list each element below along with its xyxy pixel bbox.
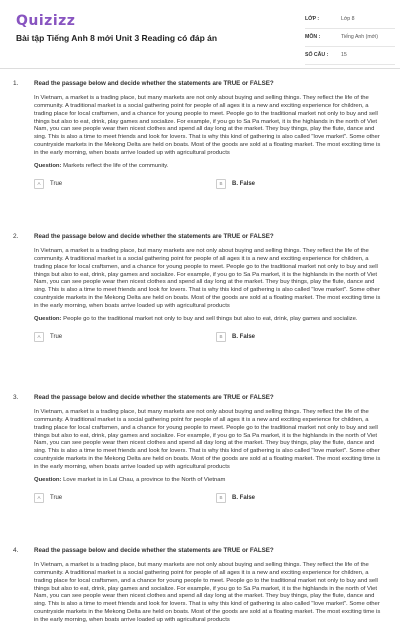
reading-passage: In Vietnam, a market is a trading place, but many markets are not only about buying and selling things. They reflect the life of the community. A traditional market is a social gathering point for people of all ages it is a new and exciting experience for children, a trading place for local craftsmen, and a chance for young people to meet. People go to the traditional market not only to buy and sell things but also to eat, drink, play games and socialize. For example, if you go to Sa Pa market, it is the highlands in the north of Viet Nam, you can see people wear then nicest clothes and spend all day long at the market. They buy things, play the flute, dance and sing. This is also a time to meet friends and look for lovers. That is why this kind of gathering is also called "love market". Some other countryside markets in the Mekong Delta are held on boats. Most of the goods are sold at a floating market. The most exciting time is in the early morning, when boats arrive loaded up with agricultural products bbox=[34, 95, 381, 156]
meta-value: Lớp 8 bbox=[341, 16, 355, 22]
meta-value: Tiếng Anh (mới) bbox=[341, 34, 378, 40]
option-text: True bbox=[50, 180, 63, 187]
question-item bbox=[0, 389, 400, 542]
question-label: Question: bbox=[34, 476, 62, 483]
option-text: B. False bbox=[232, 333, 256, 340]
document-title: Bài tập Tiếng Anh 8 mới Unit 3 Reading có đáp án bbox=[16, 33, 218, 43]
question-label: Question: bbox=[34, 162, 62, 169]
question-item bbox=[0, 228, 400, 389]
option-text: B. False bbox=[232, 180, 256, 187]
page-header bbox=[0, 0, 400, 69]
option-b[interactable] bbox=[216, 332, 255, 342]
option-text: True bbox=[50, 333, 63, 340]
option-a[interactable] bbox=[34, 332, 62, 342]
option-a[interactable] bbox=[34, 179, 62, 189]
meta-key: SỐ CÂU : bbox=[305, 52, 329, 58]
option-b[interactable] bbox=[216, 493, 255, 503]
question-label: Question: bbox=[34, 315, 62, 322]
option-letter-box: B bbox=[216, 332, 226, 342]
option-letter-box: B bbox=[216, 493, 226, 503]
document-meta bbox=[305, 14, 395, 68]
option-a[interactable] bbox=[34, 493, 62, 503]
question-item bbox=[0, 542, 400, 623]
meta-key: MÔN : bbox=[305, 34, 321, 40]
reading-passage: In Vietnam, a market is a trading place, but many markets are not only about buying and selling things. They reflect the life of the community. A traditional market is a social gathering point for people of all ages it is a new and exciting experience for children, a trading place for local craftsmen, and a chance for young people to meet. People go to the traditional market not only to buy and sell things but also to eat, drink, play games and socialize. For example, if you go to Sa Pa market, it is the highlands in the north of Viet Nam, you can see people wear then nicest clothes and spend all day long at the market. They buy things, play the flute, dance and sing. This is also a time to meet friends and look for lovers. That is why this kind of gathering is also called "love market". Some other countryside markets in the Mekong Delta are held on boats. Most of the goods are sold at a floating market. The most exciting time is in the early morning, when boats arrive loaded up with agricultural products bbox=[34, 562, 381, 623]
answer-options bbox=[34, 179, 384, 195]
quizizz-logo[interactable]: Quizizz bbox=[16, 13, 76, 29]
meta-row-count bbox=[305, 50, 395, 65]
option-letter-box: A bbox=[34, 179, 44, 189]
meta-value: 15 bbox=[341, 52, 347, 58]
question-item bbox=[0, 75, 400, 228]
question-instruction: Read the passage below and decide whether the statements are TRUE or FALSE? bbox=[34, 547, 274, 554]
meta-row-grade bbox=[305, 14, 395, 29]
statement-text: Markets reflect the life of the community. bbox=[63, 162, 169, 169]
question-list bbox=[0, 75, 400, 623]
reading-passage: In Vietnam, a market is a trading place, but many markets are not only about buying and selling things. They reflect the life of the community. A traditional market is a social gathering point for people of all ages it is a new and exciting experience for children, a trading place for local craftsmen, and a chance for young people to meet. People go to the traditional market not only to buy and sell things but also to eat, drink, play games and socialize. For example, if you go to Sa Pa market, it is the highlands in the north of Viet Nam, you can see people wear then nicest clothes and spend all day long at the market. They buy things, play the flute, dance and sing. This is also a time to meet friends and look for lovers. That is why this kind of gathering is also called "love market". Some other countryside markets in the Mekong Delta are held on boats. Most of the goods are sold at a floating market. The most exciting time is in the early morning, when boats arrive loaded up with agricultural products bbox=[34, 409, 381, 470]
option-text: True bbox=[50, 494, 63, 501]
question-number: 3. bbox=[13, 394, 19, 401]
answer-options bbox=[34, 332, 384, 348]
question-number: 4. bbox=[13, 547, 19, 554]
option-letter-box: A bbox=[34, 332, 44, 342]
option-letter-box: A bbox=[34, 493, 44, 503]
answer-options bbox=[34, 493, 384, 509]
question-instruction: Read the passage below and decide whether the statements are TRUE or FALSE? bbox=[34, 233, 274, 240]
question-instruction: Read the passage below and decide whether the statements are TRUE or FALSE? bbox=[34, 394, 274, 401]
question-number: 2. bbox=[13, 233, 19, 240]
meta-key: LỚP : bbox=[305, 16, 320, 22]
reading-passage: In Vietnam, a market is a trading place, but many markets are not only about buying and selling things. They reflect the life of the community. A traditional market is a social gathering point for people of all ages it is a new and exciting experience for children, a trading place for local craftsmen, and a chance for young people to meet. People go to the traditional market not only to buy and sell things but also to eat, drink, play games and socialize. For example, if you go to Sa Pa market, it is the highlands in the north of Viet Nam, you can see people wear then nicest clothes and spend all day long at the market. They buy things, play the flute, dance and sing. This is also a time to meet friends and look for lovers. That is why this kind of gathering is also called "love market". Some other countryside markets in the Mekong Delta are held on boats. Most of the goods are sold at a floating market. The most exciting time is in the early morning, when boats arrive loaded up with agricultural products bbox=[34, 248, 381, 309]
question-number: 1. bbox=[13, 80, 19, 87]
option-b[interactable] bbox=[216, 179, 255, 189]
question-statement bbox=[34, 477, 384, 485]
option-text: B. False bbox=[232, 494, 256, 501]
meta-row-subject bbox=[305, 32, 395, 47]
option-letter-box: B bbox=[216, 179, 226, 189]
question-instruction: Read the passage below and decide whether the statements are TRUE or FALSE? bbox=[34, 80, 274, 87]
question-statement bbox=[34, 163, 384, 171]
statement-text: Love market is in Lai Chau, a province to the North of Vietnam bbox=[63, 476, 226, 483]
statement-text: People go to the traditional market not only to buy and sell things but also to eat, drink, play games and socialize. bbox=[63, 315, 358, 322]
question-statement bbox=[34, 316, 384, 324]
